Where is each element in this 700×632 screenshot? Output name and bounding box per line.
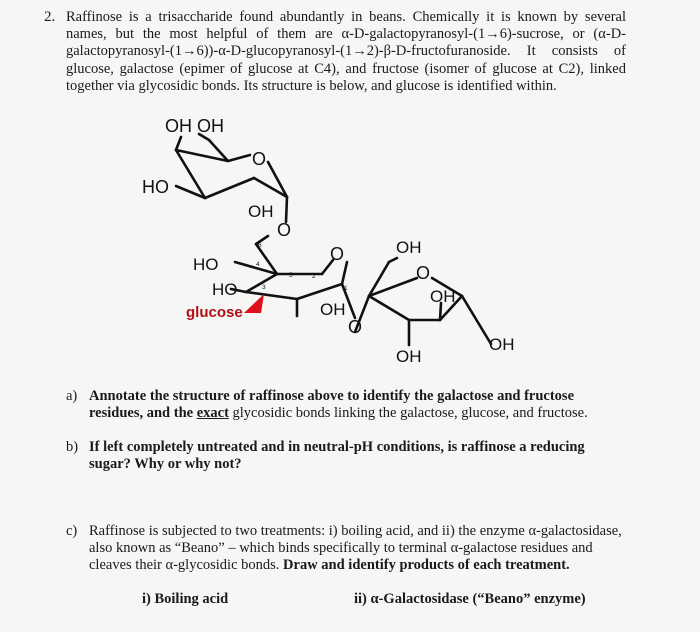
part-c-letter: c) — [66, 523, 78, 539]
part-c-instruction: Draw and identify products of each treatment. — [283, 557, 570, 573]
gal-bond-c5-o — [228, 155, 250, 161]
part-c-body — [89, 523, 624, 574]
gal-bond-c2-c3 — [205, 178, 254, 198]
carbon-number: 6 — [258, 242, 262, 249]
carbon-number: 2 — [312, 273, 316, 280]
glc-bond-c2-c1 — [297, 284, 342, 299]
label-oh-galactose: OH — [248, 202, 274, 221]
glc-bond-c3-c2 — [246, 292, 297, 299]
carbon-number: 3 — [262, 284, 266, 291]
label-ho-glucose-2: HO — [212, 280, 238, 299]
label-oh-fructose-ch2: OH — [396, 238, 422, 257]
label-oh-fructose-ring: OH — [430, 287, 456, 306]
label-oh-glucose: OH — [320, 300, 346, 319]
part-a-text — [89, 388, 624, 422]
carbon-number: 4 — [256, 261, 260, 268]
label-ho-glucose-1: HO — [193, 255, 219, 274]
glucose-label: glucose — [186, 304, 243, 321]
question-intro: Raffinose is a trisaccharide found abundantly in beans. Chemically it is known by several names, but the most helpful of them are α-D-galactopyranosyl-(1→6)-sucrose, or (α-D-galactopyranosyl-(1→6))-α-D-glucopyranosyl-(1→2)-β-D-fructofuranoside. It consists of glucose, galactose (epimer of glucose at C4), and fructose (isomer of glucose at C2), linked together via glycosidic bonds. Its structure is below, and glucose is identified within. — [66, 9, 626, 94]
part-b-text: If left completely untreated and in neutral-pH conditions, is raffinose a reducing sugar? Why or why not? — [89, 439, 585, 472]
treatment-galactosidase: ii) α-Galactosidase (“Beano” enzyme) — [354, 591, 586, 607]
carbon-number: 1 — [344, 285, 348, 292]
glucose-arrow-icon — [244, 294, 264, 313]
part-b-body — [89, 439, 624, 473]
part-c-text: Raffinose is subjected to two treatments: i) boiling acid, and ii) the enzyme α-galactosidase, also known as “Beano” – which binds specifically to terminal α-galactose residues and cleaves their α-glycosidic bonds. — [89, 523, 622, 573]
label-o-galactose-ring: O — [252, 149, 267, 169]
label-o-glucose-ring: O — [330, 244, 345, 264]
question-number: 2. — [44, 9, 56, 25]
part-a-letter: a) — [66, 388, 78, 404]
treatment-boiling-acid: i) Boiling acid — [142, 591, 229, 607]
gal-bond-c1-o — [286, 197, 287, 222]
fru-bond-c2-c3 — [369, 296, 409, 320]
label-ho-galactose: HO — [142, 177, 169, 197]
label-o-glycosidic: O — [348, 317, 363, 337]
fru-bond-c2-o — [369, 278, 417, 296]
label-oh-fructose-right: OH — [489, 335, 515, 354]
label-o-link-1-6: O — [277, 220, 292, 240]
glc-bond-c1-o — [342, 262, 347, 284]
label-oh-fructose-bottom: OH — [396, 347, 422, 366]
gal-bond-c4-oh — [176, 137, 181, 150]
carbon-number: 5 — [289, 272, 293, 279]
label-oh-oh: OH OH — [165, 116, 225, 136]
part-a-text-1: Annotate the structure of raffinose above to identify the galactose and fructose residues, and the — [89, 388, 575, 421]
part-a-underlined: exact — [196, 405, 229, 421]
part-a-text-2: glycosidic bonds linking the galactose, glucose, and fructose. — [228, 405, 588, 421]
fru-bond-c1-oh — [389, 258, 397, 262]
fru-bond-c5-ch2oh — [462, 296, 491, 344]
label-o-fructose-ring: O — [416, 263, 431, 283]
part-b-letter: b) — [66, 439, 79, 455]
